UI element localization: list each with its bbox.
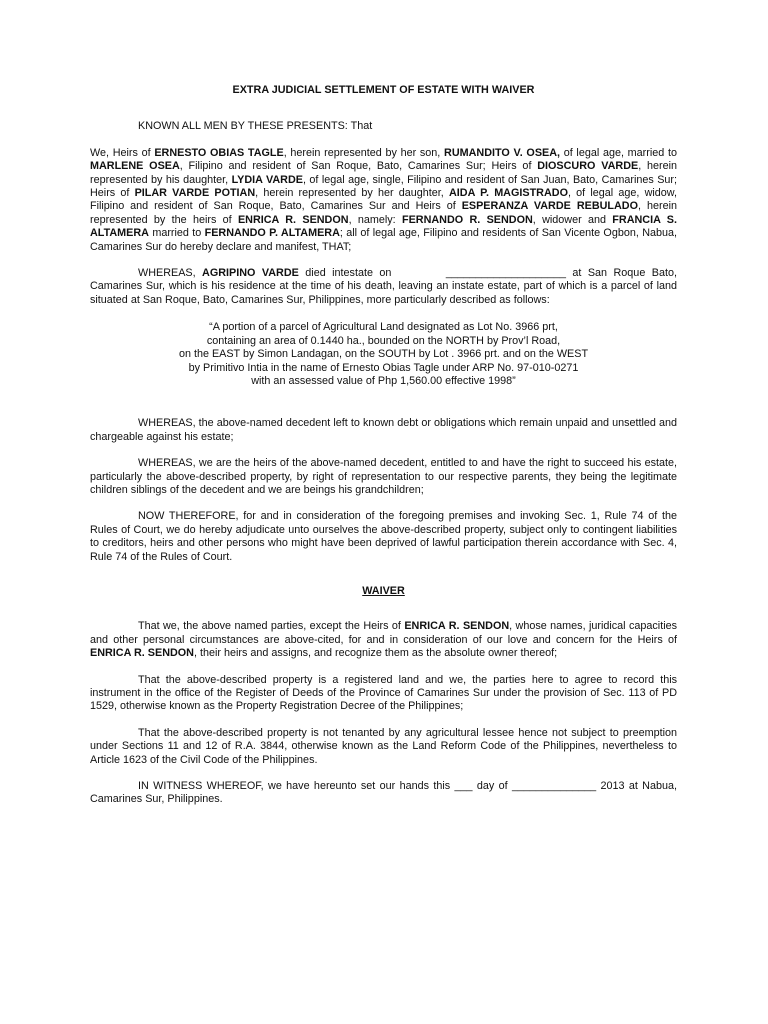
property-line: “A portion of a parcel of Agricultural Land designated as Lot No. 3966 prt, (209, 321, 558, 334)
party-name: AIDA P. MAGISTRADO (449, 187, 568, 200)
party-name: ESPERANZA VARDE REBULADO (461, 200, 639, 213)
day-blank: ___ (454, 780, 473, 793)
month-blank: ______________ (512, 780, 597, 793)
party-name: RUMANDITO V. OSEA, (444, 146, 561, 159)
paragraph-whereas-death: WHEREAS, AGRIPINO VARDE died intestate on ____________________ at San Roque Bato, Camarines Sur, which is his residence at the time of his death, leaving an instate estate, part of which is a parcel of land situated at San Roque, Bato, Camarines Sur, Philippines, more particularly described as follows: (90, 267, 677, 306)
property-line: on the EAST by Simon Landagan, on the SOUTH by Lot . 3966 prt. and on the WEST (178, 348, 589, 361)
party-name: FERNANDO P. ALTAMERA (204, 227, 340, 240)
paragraph-waiver: That we, the above named parties, except the Heirs of ENRICA R. SENDON, whose names, juridical capacities and other personal circumstances are above-cited, for and in consideration of our love and concern for the Heirs of ENRICA R. SENDON, their heirs and assigns, and recognize them as the absolute owner thereof; (90, 620, 677, 660)
document-title: EXTRA JUDICIAL SETTLEMENT OF ESTATE WITH WAIVER (232, 84, 535, 96)
date-blank: ____________________ (445, 267, 566, 280)
party-name: MARLENE OSEA (90, 160, 180, 173)
paragraph-registered-land: That the above-described property is a registered land and we, the parties here to agree to record this instrument in the office of the Register of Deeds of the Province of Camarines Sur under the provision of Sec. 113 of PD 1529, otherwise known as the Property Registration Decree of the Philippines; (90, 673, 677, 713)
document-body (90, 84, 677, 820)
paragraph-whereas-heirs: WHEREAS, we are the heirs of the above-named decedent, entitled to and have the right to succeed his estate, particularly the above-described property, by right of representation to our respective parents, they being the legitimate children siblings of the decedent and we are beings his grandchildren; (90, 457, 677, 496)
paragraph-not-tenanted: That the above-described property is not tenanted by any agricultural lessee hence not subject to preemption under Sections 11 and 12 of R.A. 3844, otherwise known as the Land Reform Code of the Philippines, nevertheless to Article 1623 of the Civil Code of the Philippines. (90, 726, 677, 766)
decedent-name: AGRIPINO VARDE (202, 267, 299, 280)
party-name: FERNANDO R. SENDON (401, 213, 533, 226)
party-name: LYDIA VARDE (231, 173, 303, 186)
paragraph-whereas-debts: WHEREAS, the above-named decedent left to known debt or obligations which remain unpaid and unsettled and chargeable against his estate; (90, 417, 677, 443)
opening-line: KNOWN ALL MEN BY THESE PRESENTS: That (138, 120, 373, 133)
party-name: ENRICA R. SENDON (90, 647, 194, 660)
party-name: ENRICA R. SENDON (237, 213, 349, 226)
party-name: ERNESTO OBIAS TAGLE (154, 146, 284, 159)
party-name: ENRICA R. SENDON (404, 620, 510, 633)
paragraph-now-therefore: NOW THEREFORE, for and in consideration of the foregoing premises and invoking Sec. 1, Rule 74 of the Rules of Court, we do hereby adjudicate unto ourselves the above-described property, subject only to contingent liabilities to creditors, heirs and other persons who might have been deprived of lawful participation therein accordance with Sec. 4, Rule 74 of the Rules of Court. (90, 510, 677, 563)
property-line: containing an area of 0.1440 ha., bounded on the NORTH by Prov’l Road, (206, 334, 561, 347)
paragraph-witness: IN WITNESS WHEREOF, we have hereunto set our hands this ___ day of ______________ 2013 at Nabua, Camarines Sur, Philippines. (90, 780, 677, 806)
waiver-heading: WAIVER (362, 584, 405, 597)
party-name: DIOSCURO VARDE (537, 160, 639, 173)
party-name: PILAR VARDE POTIAN (134, 187, 256, 200)
party-name: FRANCIA S. ALTAMERA (90, 213, 677, 240)
property-description (90, 321, 677, 388)
property-line: by Primitivo Intia in the name of Ernesto Obias Tagle under ARP No. 97-010-0271 (188, 361, 579, 374)
property-line: with an assessed value of Php 1,560.00 effective 1998” (251, 374, 516, 387)
paragraph-heirs: We, Heirs of ERNESTO OBIAS TAGLE, herein represented by her son, RUMANDITO V. OSEA, of legal age, married to MARLENE OSEA, Filipino and resident of San Roque, Bato, Camarines Sur; Heirs of DIOSCURO VARDE, herein represented by his daughter, LYDIA VARDE, of legal age, single, Filipino and resident of San Juan, Bato, Camarines Sur; Heirs of PILAR VARDE POTIAN, herein represented by her daughter, AIDA P. MAGISTRADO, of legal age, widow, Filipino and resident of San Roque, Bato, Camarines Sur and Heirs of ESPERANZA VARDE REBULADO, herein represented by the heirs of ENRICA R. SENDON, namely: FERNANDO R. SENDON, widower and FRANCIA S. ALTAMERA married to FERNANDO P. ALTAMERA; all of legal age, Filipino and residents of San Vicente Ogbon, Nabua, Camarines Sur do hereby declare and manifest, THAT; (90, 146, 678, 253)
